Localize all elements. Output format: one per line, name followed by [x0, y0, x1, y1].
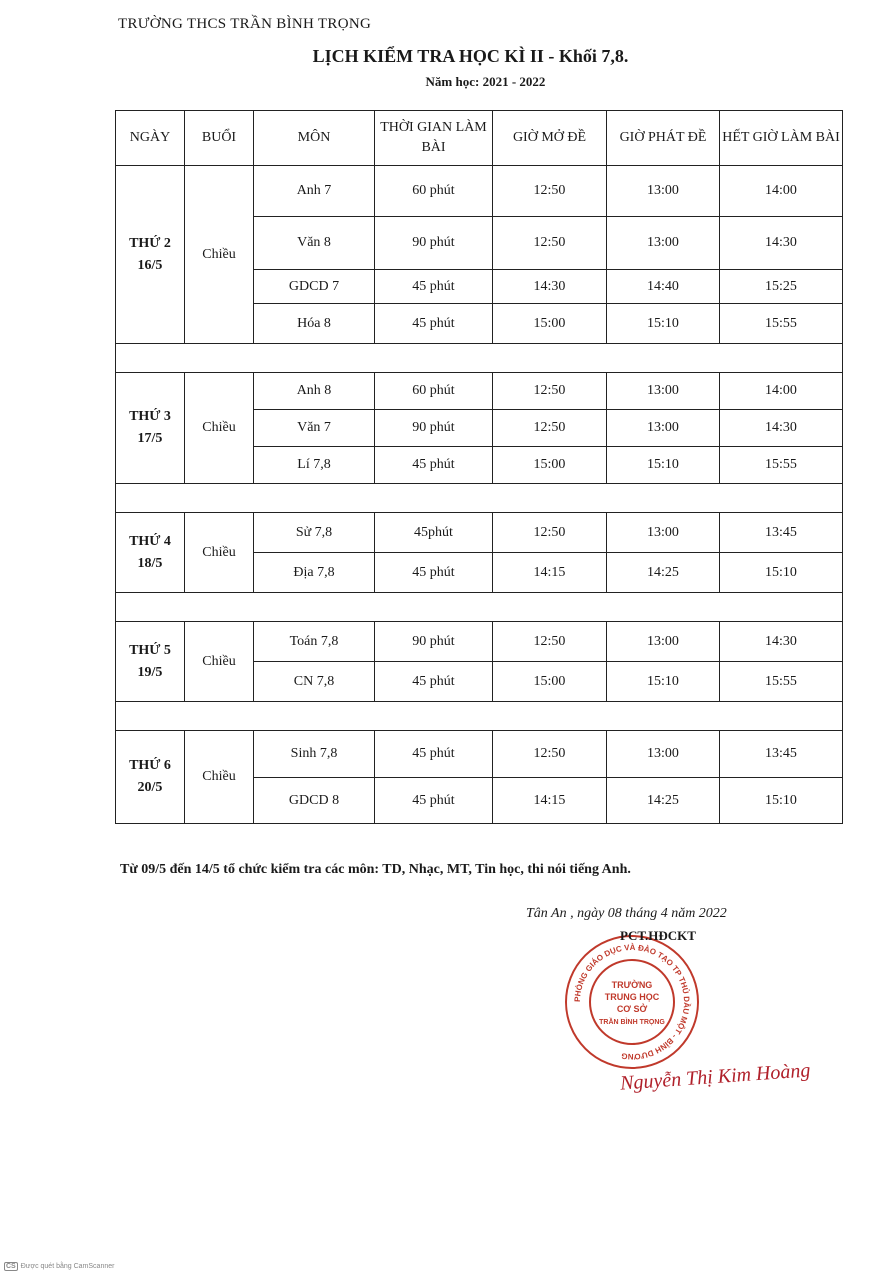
- subject-cell: GDCD 7: [254, 270, 375, 304]
- handout-time-cell: 13:00: [607, 373, 720, 410]
- place-date: Tân An , ngày 08 tháng 4 năm 2022: [526, 906, 727, 921]
- open-time-cell: 14:30: [493, 270, 607, 304]
- handout-time-cell: 13:00: [607, 731, 720, 778]
- open-time-cell: 12:50: [493, 217, 607, 270]
- duration-cell: 90 phút: [375, 622, 493, 662]
- subject-cell: Sinh 7,8: [254, 731, 375, 778]
- separator-cell: [116, 484, 843, 513]
- handout-time-cell: 15:10: [607, 447, 720, 484]
- open-time-cell: 15:00: [493, 447, 607, 484]
- table-row: [116, 373, 843, 410]
- separator-row: [116, 593, 843, 622]
- day-cell: [116, 622, 185, 702]
- separator-cell: [116, 702, 843, 731]
- signer-title: PCT.HĐCKT: [620, 928, 696, 943]
- open-time-cell: 12:50: [493, 373, 607, 410]
- end-time-cell: 13:45: [720, 731, 843, 778]
- open-time-cell: 12:50: [493, 731, 607, 778]
- separator-cell: [116, 593, 843, 622]
- table-row: [116, 513, 843, 553]
- col-header-day: NGÀY: [116, 111, 185, 166]
- seal-ring-text: PHÒNG GIÁO DỤC VÀ ĐÀO TẠO TP THỦ DẦU MỘT - BÌNH DƯƠNG: [572, 942, 692, 1062]
- col-header-session: BUỔI: [185, 111, 254, 166]
- seal-inner-ring: [590, 960, 674, 1044]
- table-header-row: [116, 111, 843, 166]
- session-cell: Chiều: [185, 373, 254, 484]
- open-time-cell: 15:00: [493, 304, 607, 344]
- end-time-cell: 15:55: [720, 662, 843, 702]
- subject-cell: Địa 7,8: [254, 553, 375, 593]
- end-time-cell: 14:00: [720, 166, 843, 217]
- exam-schedule-table: [115, 110, 843, 824]
- subject-cell: Lí 7,8: [254, 447, 375, 484]
- camscanner-icon: CS: [6, 1263, 16, 1270]
- duration-cell: 45 phút: [375, 731, 493, 778]
- weekday-label: THỨ 5: [129, 642, 171, 658]
- weekday-label: THỨ 3: [129, 409, 171, 424]
- open-time-cell: 12:50: [493, 166, 607, 217]
- end-time-cell: 15:10: [720, 778, 843, 824]
- col-header-open-time: GIỜ MỞ ĐỀ: [493, 111, 607, 166]
- seal-line-4: TRẦN BÌNH TRỌNG: [599, 1019, 665, 1026]
- subject-cell: Văn 8: [254, 217, 375, 270]
- duration-cell: 45 phút: [375, 447, 493, 484]
- col-header-handout-time: GIỜ PHÁT ĐỀ: [607, 111, 720, 166]
- school-year: Năm học: 2021 - 2022: [425, 74, 546, 89]
- date-label: 16/5: [137, 257, 163, 273]
- day-cell: [116, 731, 185, 824]
- day-cell: [116, 513, 185, 593]
- subject-cell: GDCD 8: [254, 778, 375, 824]
- subject-cell: CN 7,8: [254, 662, 375, 702]
- end-time-cell: 15:25: [720, 270, 843, 304]
- end-time-cell: 14:30: [720, 217, 843, 270]
- duration-cell: 45 phút: [375, 270, 493, 304]
- separator-cell: [116, 344, 843, 373]
- open-time-cell: 14:15: [493, 553, 607, 593]
- end-time-cell: 14:30: [720, 622, 843, 662]
- subject-cell: Anh 7: [254, 166, 375, 217]
- weekday-label: THỨ 6: [129, 758, 171, 773]
- duration-cell: 90 phút: [375, 410, 493, 447]
- seal-line-3: CƠ SỞ: [616, 1004, 648, 1014]
- handout-time-cell: 13:00: [607, 513, 720, 553]
- subject-cell: Văn 7: [254, 410, 375, 447]
- school-name: TRƯỜNG THCS TRẦN BÌNH TRỌNG: [118, 16, 372, 32]
- weekday-label: THỨ 4: [129, 533, 171, 549]
- duration-cell: 60 phút: [375, 373, 493, 410]
- handout-time-cell: 13:00: [607, 410, 720, 447]
- duration-cell: 90 phút: [375, 217, 493, 270]
- end-time-cell: 14:30: [720, 410, 843, 447]
- col-header-duration: THỜI GIAN LÀM BÀI: [375, 111, 493, 166]
- col-header-subject: MÔN: [254, 111, 375, 166]
- footer-note: Từ 09/5 đến 14/5 tổ chức kiểm tra các môn: TD, Nhạc, MT, Tin học, thi nói tiếng Anh.: [120, 862, 631, 877]
- document-title: LỊCH KIỂM TRA HỌC KÌ II - Khối 7,8.: [312, 46, 629, 66]
- handout-time-cell: 13:00: [607, 217, 720, 270]
- school-seal: [562, 932, 702, 1072]
- end-time-cell: 13:45: [720, 513, 843, 553]
- subject-cell: Hóa 8: [254, 304, 375, 344]
- open-time-cell: 12:50: [493, 622, 607, 662]
- session-cell: Chiều: [185, 731, 254, 824]
- date-label: 20/5: [137, 780, 163, 795]
- duration-cell: 45phút: [375, 513, 493, 553]
- handout-time-cell: 13:00: [607, 622, 720, 662]
- duration-cell: 60 phút: [375, 166, 493, 217]
- duration-cell: 45 phút: [375, 662, 493, 702]
- session-cell: Chiều: [185, 166, 254, 344]
- date-label: 17/5: [137, 431, 163, 446]
- open-time-cell: 12:50: [493, 410, 607, 447]
- table-row: [116, 622, 843, 662]
- separator-row: [116, 344, 843, 373]
- handout-time-cell: 14:40: [607, 270, 720, 304]
- seal-line-2: TRUNG HỌC: [604, 992, 660, 1002]
- handout-time-cell: 14:25: [607, 553, 720, 593]
- table-row: [116, 731, 843, 778]
- seal-outer-ring: [566, 936, 698, 1068]
- separator-row: [116, 484, 843, 513]
- end-time-cell: 15:10: [720, 553, 843, 593]
- end-time-cell: 15:55: [720, 447, 843, 484]
- handout-time-cell: 13:00: [607, 166, 720, 217]
- session-cell: Chiều: [185, 513, 254, 593]
- end-time-cell: 14:00: [720, 373, 843, 410]
- weekday-label: THỨ 2: [129, 235, 171, 251]
- subject-cell: Sử 7,8: [254, 513, 375, 553]
- open-time-cell: 14:15: [493, 778, 607, 824]
- duration-cell: 45 phút: [375, 304, 493, 344]
- table-row: [116, 166, 843, 217]
- handout-time-cell: 15:10: [607, 304, 720, 344]
- signature: Nguyễn Thị Kim Hoàng: [619, 1059, 812, 1095]
- seal-line-1: TRƯỜNG: [611, 980, 653, 990]
- subject-cell: Anh 8: [254, 373, 375, 410]
- table-body: [116, 166, 843, 824]
- subject-cell: Toán 7,8: [254, 622, 375, 662]
- date-label: 18/5: [137, 555, 163, 571]
- scanner-text: Được quét bằng CamScanner: [20, 1263, 115, 1270]
- open-time-cell: 12:50: [493, 513, 607, 553]
- duration-cell: 45 phút: [375, 778, 493, 824]
- date-label: 19/5: [137, 664, 163, 680]
- duration-cell: 45 phút: [375, 553, 493, 593]
- col-header-end-time: HẾT GIỜ LÀM BÀI: [720, 111, 843, 166]
- handout-time-cell: 14:25: [607, 778, 720, 824]
- separator-row: [116, 702, 843, 731]
- session-cell: Chiều: [185, 622, 254, 702]
- scanner-watermark: [4, 1262, 114, 1271]
- day-cell: [116, 166, 185, 344]
- handout-time-cell: 15:10: [607, 662, 720, 702]
- open-time-cell: 15:00: [493, 662, 607, 702]
- end-time-cell: 15:55: [720, 304, 843, 344]
- day-cell: [116, 373, 185, 484]
